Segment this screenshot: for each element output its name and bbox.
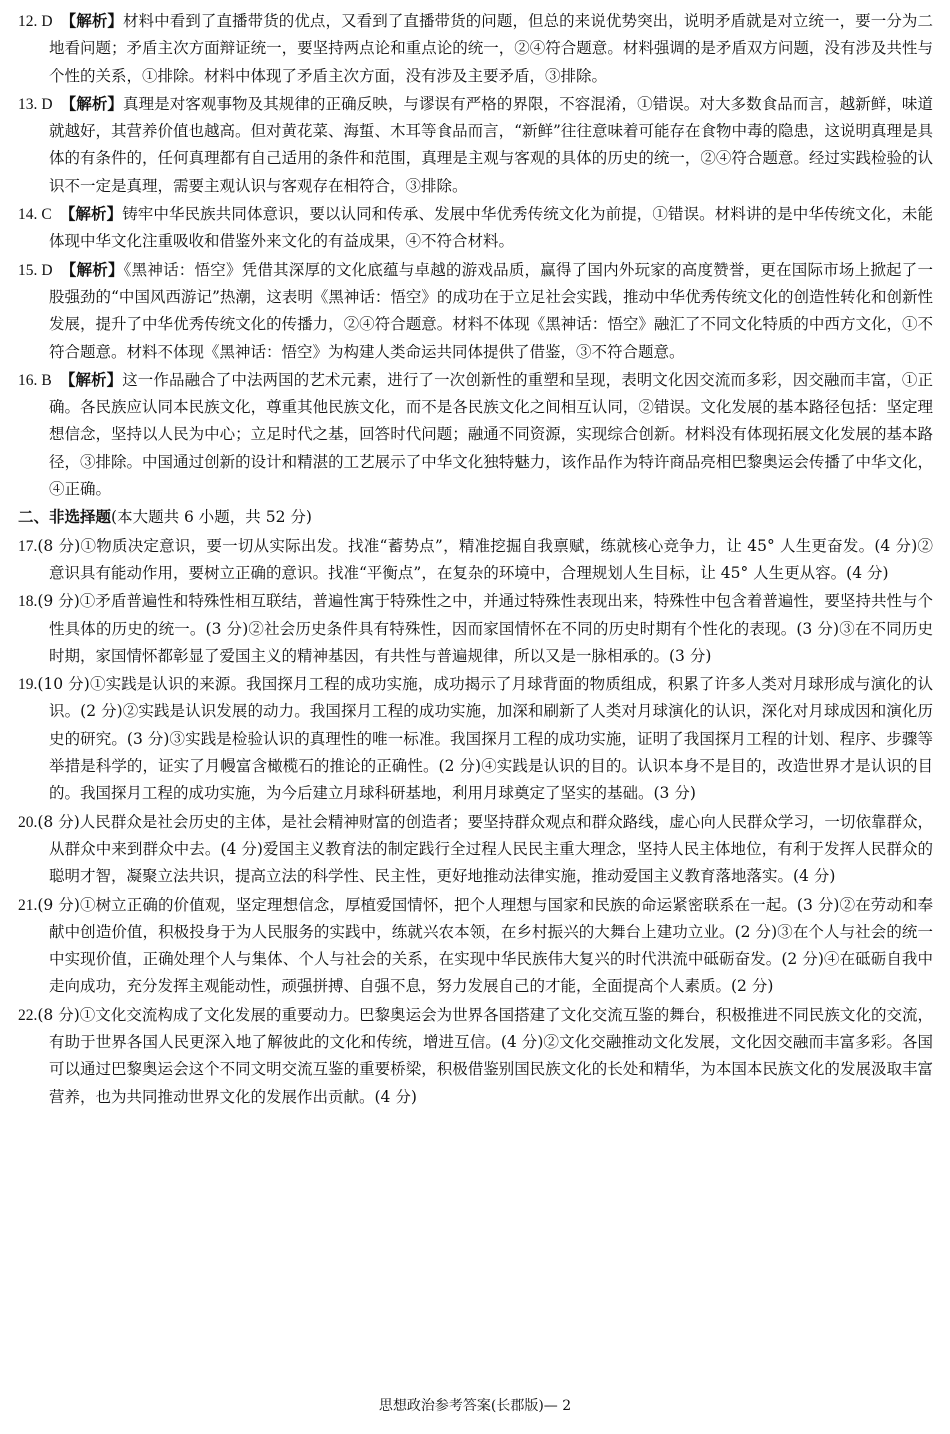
item-answer: D bbox=[41, 13, 53, 30]
analysis-text: 《黑神话：悟空》凭借其深厚的文化底蕴与卓越的游戏品质，赢得了国内外玩家的高度赞誉，更在国际市场上掀起了一股强劲的“中国风西游记”热潮，这表明《黑神话：悟空》的成功在于立足社会实践，推动中华优秀传统文化的创造性转化和创新性发展，提升了中华优秀传统文化的传播力，②④符合题意。材料不体现《黑神话：悟空》融汇了不同文化特质的中西方文化，①不符合题意。材料不体现《黑神话：悟空》为构建人类命运共同体提供了借鉴，③不符合题意。 bbox=[49, 260, 933, 361]
item-number: 15. bbox=[18, 261, 38, 279]
item-answer: D bbox=[41, 95, 53, 113]
answer-text: (8 分)①文化交流构成了文化发展的重要动力。巴黎奥运会为世界各国搭建了文化交流互鉴的舞台，积极推进不同民族文化的交流，有助于世界各国人民更深入地了解彼此的文化和传统，增进互信。(4 分)②文化交融推动文化发展，文化因交融而丰富多彩。各国可以通过巴黎奥运会这个不同文明交流互鉴的重要桥梁，积极借鉴别国民族文化的长处和精华，为本国本民族文化的发展汲取丰富营养，也为共同推动世界文化的发展作出贡献。(4 分) bbox=[37, 1005, 933, 1106]
analysis-tag: 【解析】 bbox=[59, 205, 123, 224]
item-answer: C bbox=[41, 206, 52, 224]
answer-item-12 bbox=[18, 8, 933, 90]
item-number: 19. bbox=[18, 676, 38, 694]
analysis-tag: 【解析】 bbox=[60, 94, 123, 113]
section-title: 二、非选择题 bbox=[18, 508, 112, 527]
analysis-text: 材料中看到了直播带货的优点，又看到了直播带货的问题，但总的来说优势突出，说明矛盾就是对立统一，要一分为二地看问题；矛盾主次方面辩证统一，要坚持两点论和重点论的统一，②④符合题意。材料强调的是矛盾双方问题，没有涉及共性与个性的关系，①排除。材料中体现了矛盾主次方面，没有涉及主要矛盾，③排除。 bbox=[49, 12, 933, 85]
answer-text: (10 分)①实践是认识的来源。我国探月工程的成功实施，成功揭示了月球背面的物质组成，积累了许多人类对月球形成与演化的认识。(2 分)②实践是认识发展的动力。我国探月工程的成功实施，加深和刷新了人类对月球演化的认识，深化对月球成因和演化历史的研究。(3 分)③实践是检验认识的真理性的唯一标准。我国探月工程的成功实施，证明了我国探月工程的计划、程序、步骤等举措是科学的，证实了月幔富含橄榄石的推论的正确性。(2 分)④实践是认识的目的。认识本身不是目的，改造世界才是认识的目的。我国探月工程的成功实施，为今后建立月球科研基地，利用月球奠定了坚实的基础。(3 分) bbox=[37, 675, 933, 803]
answer-list bbox=[18, 8, 933, 1112]
analysis-text: 铸牢中华民族共同体意识，要以认同和传承、发展中华优秀传统文化为前提，①错误。材料讲的是中华传统文化，未能体现中华文化注重吸收和借鉴外来文化的有益成果，④不符合材料。 bbox=[49, 205, 933, 251]
item-number: 18. bbox=[18, 593, 38, 611]
page-footer: 思想政治参考答案(长郡版)— 2 bbox=[378, 1398, 572, 1414]
answer-item-17 bbox=[18, 533, 933, 588]
item-number: 21. bbox=[18, 896, 38, 914]
answer-item-16 bbox=[18, 367, 933, 503]
answer-item-21 bbox=[18, 892, 933, 1001]
analysis-tag: 【解析】 bbox=[60, 12, 123, 30]
answer-item-19 bbox=[18, 671, 933, 807]
answer-text: (8 分)①物质决定意识，要一切从实际出发。找准“蓄势点”，精准挖掘自我禀赋，练就核心竞争力，让 45° 人生更奋发。(4 分)②意识具有能动作用，要树立正确的意识。找准“平衡点”，在复杂的环境中，合理规划人生目标，让 45° 人生更从容。(4 分) bbox=[37, 536, 933, 582]
answer-text: (9 分)①矛盾普遍性和特殊性相互联结，普遍性寓于特殊性之中，并通过特殊性表现出来，特殊性中包含着普遍性，要坚持共性与个性具体的历史的统一。(3 分)②社会历史条件具有特殊性，因而家国情怀在不同的历史时期有个性化的表现。(3 分)③在不同历史时期，家国情怀都彰显了爱国主义的精神基因，有共性与普遍规律，所以又是一脉相承的。(3 分) bbox=[37, 592, 933, 665]
item-number: 12. bbox=[18, 13, 38, 30]
answer-item-13 bbox=[18, 91, 933, 200]
item-number: 16. bbox=[18, 371, 38, 389]
answer-item-20 bbox=[18, 809, 933, 891]
item-number: 17. bbox=[18, 537, 38, 555]
item-answer: D bbox=[41, 261, 53, 279]
answer-text: (9 分)①树立正确的价值观，坚定理想信念，厚植爱国情怀，把个人理想与国家和民族的命运紧密联系在一起。(3 分)②在劳动和奉献中创造价值，积极投身于为人民服务的实践中，练就兴农本领，在乡村振兴的大舞台上建功立业。(2 分)③在个人与社会的统一中实现价值，正确处理个人与集体、个人与社会的关系，在实现中华民族伟大复兴的时代洪流中砥砺奋发。(2 分)④在砥砺自我中走向成功，充分发挥主观能动性，顽强拼搏、自强不息，努力发展自己的才能，全面提高个人素质。(2 分) bbox=[37, 895, 933, 996]
item-answer: B bbox=[41, 371, 52, 389]
item-number: 22. bbox=[18, 1006, 38, 1024]
analysis-tag: 【解析】 bbox=[59, 370, 123, 389]
section-subtitle: (本大题共 6 小题，共 52 分) bbox=[111, 508, 312, 527]
item-number: 13. bbox=[18, 95, 38, 113]
item-number: 20. bbox=[18, 813, 38, 831]
answer-item-18 bbox=[18, 588, 933, 670]
item-number: 14. bbox=[18, 206, 38, 224]
section-heading bbox=[18, 504, 933, 531]
answer-item-15 bbox=[18, 257, 933, 366]
answer-text: (8 分)人民群众是社会历史的主体，是社会精神财富的创造者；要坚持群众观点和群众路线，虚心向人民群众学习，一切依靠群众，从群众中来到群众中去。(4 分)爱国主义教育法的制定践行全过程人民民主重大理念，坚持人民主体地位，有利于发挥人民群众的聪明才智，凝聚立法共识，提高立法的科学性、民主性，更好地推动法律实施，推动爱国主义教育落地落实。(4 分) bbox=[37, 812, 933, 886]
answer-item-22 bbox=[18, 1002, 933, 1111]
answer-item-14 bbox=[18, 201, 933, 256]
analysis-text: 真理是对客观事物及其规律的正确反映，与谬误有严格的界限，不容混淆，①错误。对大多数食品而言，越新鲜，味道就越好，其营养价值也越高。但对黄花菜、海蜇、木耳等食品而言，“新鲜”往往意味着可能存在食物中毒的隐患，这说明真理是具体的有条件的，任何真理都有自己适用的条件和范围，真理是主观与客观的具体的历史的统一，②④符合题意。经过实践检验的认识不一定是真理，需要主观认识与客观存在相符合，③排除。 bbox=[49, 94, 933, 195]
analysis-text: 这一作品融合了中法两国的艺术元素，进行了一次创新性的重塑和呈现，表明文化因交流而多彩，因交融而丰富，①正确。各民族应认同本民族文化，尊重其他民族文化，而不是各民族文化之间相互认同，②错误。文化发展的基本路径包括：坚定理想信念，坚持以人民为中心；立足时代之基，回答时代问题；融通不同资源，实现综合创新。材料没有体现拓展文化发展的基本路径，③排除。中国通过创新的设计和精湛的工艺展示了中华文化独特魅力，该作品作为特许商品亮相巴黎奥运会传播了中华文化，④正确。 bbox=[49, 370, 933, 499]
analysis-tag: 【解析】 bbox=[60, 260, 124, 279]
